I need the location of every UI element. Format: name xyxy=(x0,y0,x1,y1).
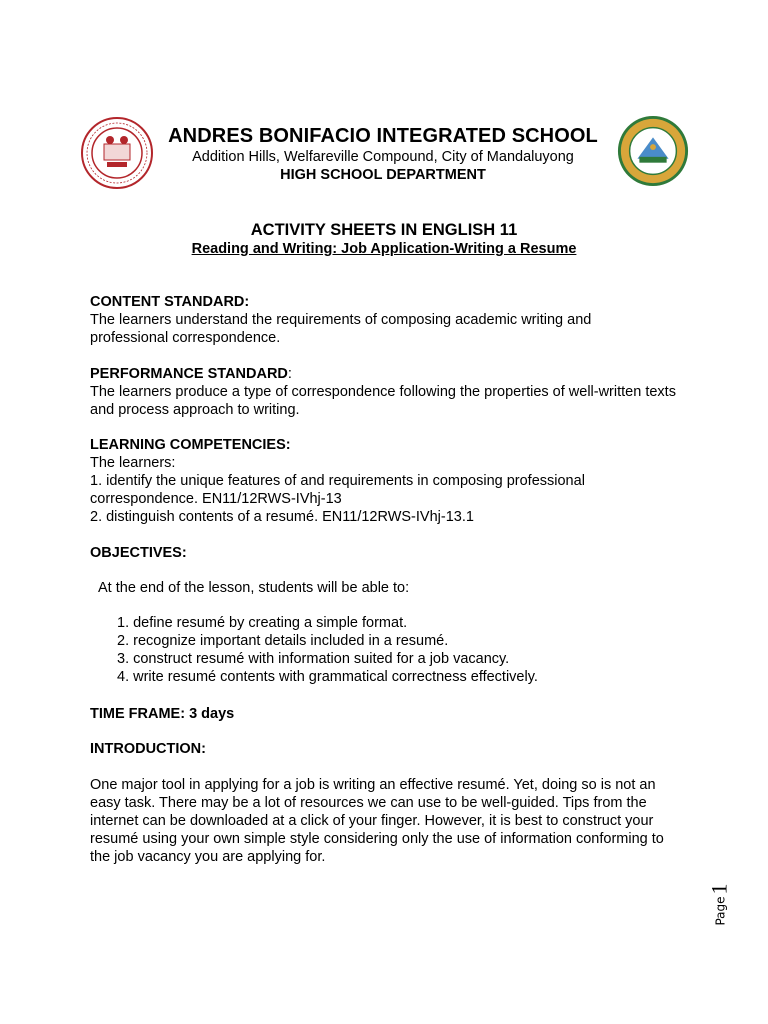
objectives-intro-block xyxy=(98,579,698,597)
objective-item: 3. construct resumé with information suited for a job vacancy. xyxy=(117,651,510,667)
content-standard-text: The learners understand the requirements of composing academic writing and professional correspondence. xyxy=(90,312,592,346)
learning-competencies-section xyxy=(90,436,690,526)
school-department: HIGH SCHOOL DEPARTMENT xyxy=(280,167,486,183)
document-subtitle xyxy=(90,240,678,258)
school-address: Addition Hills, Welfareville Compound, City of Mandaluyong xyxy=(192,149,574,165)
objective-item: 1. define resumé by creating a simple format. xyxy=(117,615,408,631)
objectives-heading: OBJECTIVES: xyxy=(90,545,187,561)
content-standard-heading: CONTENT STANDARD: xyxy=(90,294,250,310)
competency-item: 2. distinguish contents of a resumé. EN11/12RWS-IVhj-13.1 xyxy=(90,509,474,525)
time-frame: TIME FRAME: 3 days xyxy=(90,706,235,722)
page-number: 1 xyxy=(706,883,732,895)
page-footer xyxy=(706,880,738,940)
learning-competencies-heading: LEARNING COMPETENCIES: xyxy=(90,437,291,453)
page-label: Page xyxy=(713,896,728,926)
performance-standard-colon: : xyxy=(287,366,292,382)
objective-item: 4. write resumé contents with grammatical correctness effectively. xyxy=(117,669,538,685)
competency-item: 1. identify the unique features of and requirements in composing professional correspondence. EN11/12RWS-IVhj-13 xyxy=(90,473,585,507)
performance-standard-section xyxy=(90,365,690,419)
performance-standard-heading-line xyxy=(90,365,690,383)
performance-standard-text: The learners produce a type of correspondence following the properties of well-written texts and process approach to writing. xyxy=(90,384,676,418)
objectives-heading-block xyxy=(90,544,690,562)
objectives-intro: At the end of the lesson, students will be able to: xyxy=(98,580,410,596)
learning-competencies-intro: The learners: xyxy=(90,455,176,471)
school-seal-icon xyxy=(80,116,154,190)
introduction-heading: INTRODUCTION: xyxy=(90,741,206,757)
content-standard-section xyxy=(90,293,690,347)
document-subtitle-text: Reading and Writing: Job Application-Writing a Resume xyxy=(191,241,577,257)
introduction-text: One major tool in applying for a job is writing an effective resumé. Yet, doing so is not an easy task. There may be a lot of resources we can use to be well-guided. Tips from the internet can be downloaded at a click of your finger. However, it is best to construct your resumé using your own simple style considering only the use of information conforming to the job vacancy you are applying for. xyxy=(90,777,664,865)
performance-standard-heading: PERFORMANCE STANDARD xyxy=(90,366,288,382)
document-title: ACTIVITY SHEETS IN ENGLISH 11 xyxy=(250,221,518,239)
division-office-seal-icon xyxy=(616,114,690,188)
objective-item: 2. recognize important details included in a resumé. xyxy=(117,633,449,649)
objectives-list xyxy=(117,614,677,686)
school-name: ANDRES BONIFACIO INTEGRATED SCHOOL xyxy=(168,125,598,147)
